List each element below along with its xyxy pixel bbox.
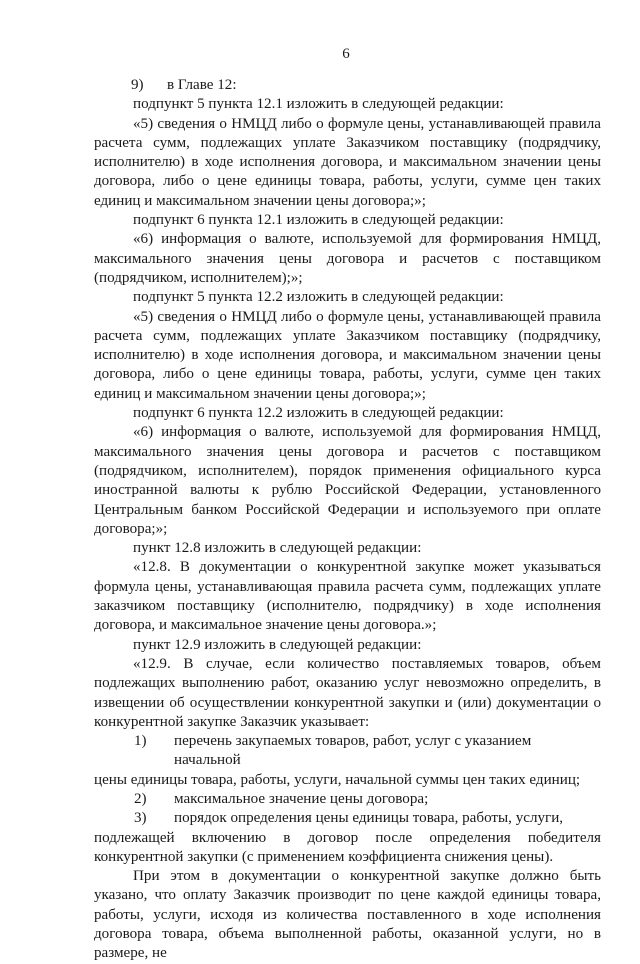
list-item-chapter — [94, 76, 601, 95]
paragraph-instruction: подпункт 6 пункта 12.1 изложить в следующей редакции: — [133, 212, 504, 229]
page-number: 6 — [342, 46, 350, 62]
paragraph-quote: «12.9. В случае, если количество поставляемых товаров, объем подлежащих выполнению работ, оказанию услуг невозможно определить, в извещении об осуществлении конкурентной закупки и (или) документации о конкурентной закупке Заказчик указывает: — [94, 655, 601, 730]
list-number: 3) — [134, 810, 147, 827]
list-text-rest: цены единицы товара, работы, услуги, начальной суммы цен таких единиц; — [94, 771, 581, 788]
list-text-first: перечень закупаемых товаров, работ, услуг с указанием начальной — [174, 733, 532, 769]
list-item — [94, 790, 601, 809]
paragraph-quote: «5) сведения о НМЦД либо о формуле цены, устанавливающей правила расчета сумм, подлежащих уплате Заказчиком поставщику (подрядчику, исполнителю) в ходе исполнения договора, и максимальном значении цены договора, либо о цене единицы товара, работы, услуги, сумме цен таких единиц и максимальном значении цены договора;»; — [94, 115, 601, 209]
list-number: 2) — [134, 790, 147, 807]
paragraph-quote: «5) сведения о НМЦД либо о формуле цены, устанавливающей правила расчета сумм, подлежащих уплате Заказчиком поставщику (подрядчику, исполнителю) в ходе исполнения договора, и максимальном значении цены договора, либо о цене единицы товара, работы, услуги, сумме цен таких единиц и максимальном значении цены договора;»; — [94, 308, 601, 402]
paragraph-body: При этом в документации о конкурентной закупке должно быть указано, что оплату Заказчик производит по цене каждой единицы товара, работы, услуги, исходя из количества поставленного в ходе исполнения договора товара, объема выполненной работы, оказанной услуги, но в размере, не — [94, 868, 601, 962]
paragraph-quote: «12.8. В документации о конкурентной закупке может указываться формула цены, устанавливающая правила расчета сумм, подлежащих уплате заказчиком поставщику (исполнителю, подрядчику) в ходе исполнения договора, и максимальное значение цены договора.»; — [94, 559, 601, 634]
list-number: 9) — [131, 77, 144, 93]
list-text-first: порядок определения цены единицы товара, работы, услуги, — [174, 810, 564, 827]
list-item — [94, 732, 601, 790]
paragraph-instruction: подпункт 5 пункта 12.2 изложить в следующей редакции: — [133, 289, 504, 306]
paragraph-quote: «6) информация о валюте, используемой для формирования НМЦД, максимального значения цены договора и расчетов с поставщиком (подрядчиком, исполнителем), порядок применения официального курса иностранной валюты к рублю Российской Федерации, установленного Центральным банком Российской Федерации и используемого при оплате договора;»; — [94, 424, 601, 537]
document-body — [94, 76, 601, 964]
paragraph-quote: «6) информация о валюте, используемой для формирования НМЦД, максимального значения цены договора и расчетов с поставщиком (подрядчиком, исполнителем);»; — [94, 231, 601, 286]
paragraph-instruction: пункт 12.9 изложить в следующей редакции: — [133, 636, 422, 653]
paragraph-instruction: пункт 12.8 изложить в следующей редакции: — [133, 540, 422, 557]
list-text: в Главе 12: — [167, 77, 237, 93]
list-text-rest: подлежащей включению в договор после определения победителя конкурентной закупки (с применением коэффициента снижения цены). — [94, 829, 601, 865]
paragraph-instruction: подпункт 5 пункта 12.1 изложить в следующей редакции: — [133, 96, 504, 113]
paragraph-instruction: подпункт 6 пункта 12.2 изложить в следующей редакции: — [133, 405, 504, 422]
list-text: максимальное значение цены договора; — [174, 790, 429, 807]
list-number: 1) — [134, 733, 147, 750]
list-item — [94, 809, 601, 867]
